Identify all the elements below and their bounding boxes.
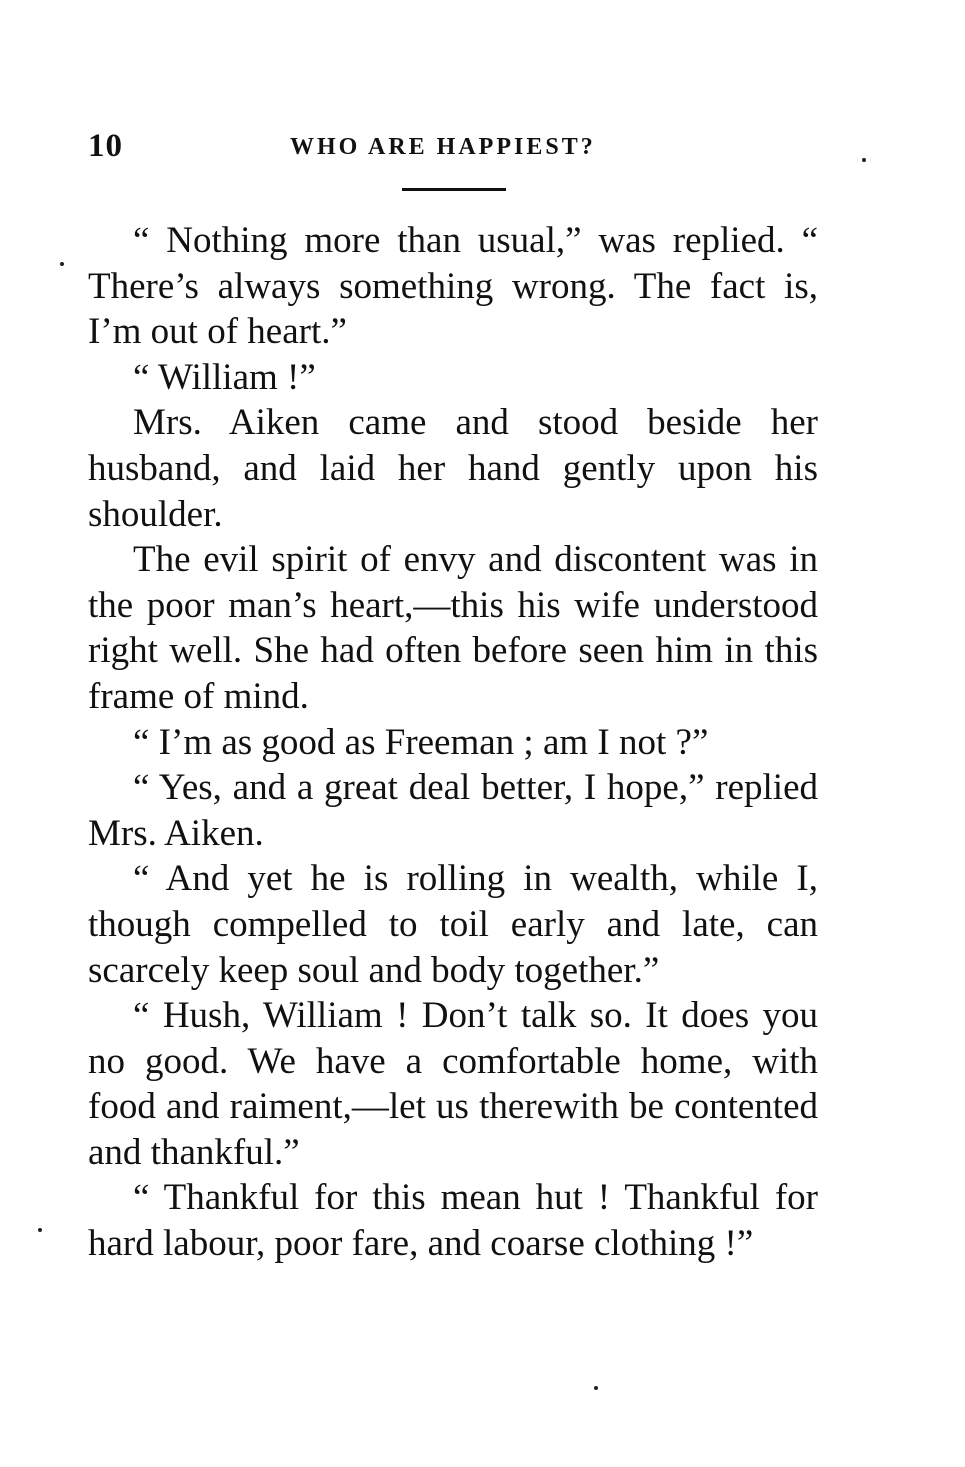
paragraph: “ Thankful for this mean hut ! Thankful for hard labour, poor fare, and coarse clothing !”	[88, 1177, 818, 1265]
paragraph: “ Hush, William ! Don’t talk so. It does you no good. We have a comfortable home, with food and raiment,—let us therewith be contented and thankful.”	[88, 995, 818, 1173]
paragraph: The evil spirit of envy and discontent was in the poor man’s heart,—this his wife understood right well. She had often before seen him in this frame of mind.	[88, 539, 818, 717]
print-speck	[60, 262, 64, 266]
print-speck	[594, 1386, 598, 1390]
paragraph: “ And yet he is rolling in wealth, while I, though compelled to toil early and late, can scarcely keep soul and body together.”	[88, 858, 818, 991]
print-speck	[38, 1228, 42, 1232]
body-text	[88, 218, 818, 1267]
page-number: 10	[88, 128, 123, 164]
print-speck	[862, 158, 866, 162]
paragraph: “ Nothing more than usual,” was replied. “ There’s always something wrong. The fact is, I’m out of heart.”	[88, 220, 818, 353]
header-rule	[402, 188, 506, 191]
paragraph: “ Yes, and a great deal better, I hope,” replied Mrs. Aiken.	[88, 767, 818, 854]
paragraph: “ William !”	[133, 356, 316, 398]
running-title: WHO ARE HAPPIEST?	[290, 134, 596, 160]
paragraph: Mrs. Aiken came and stood beside her husband, and laid her hand gently upon his shoulder.	[88, 402, 818, 535]
paragraph: “ I’m as good as Freeman ; am I not ?”	[133, 721, 709, 763]
